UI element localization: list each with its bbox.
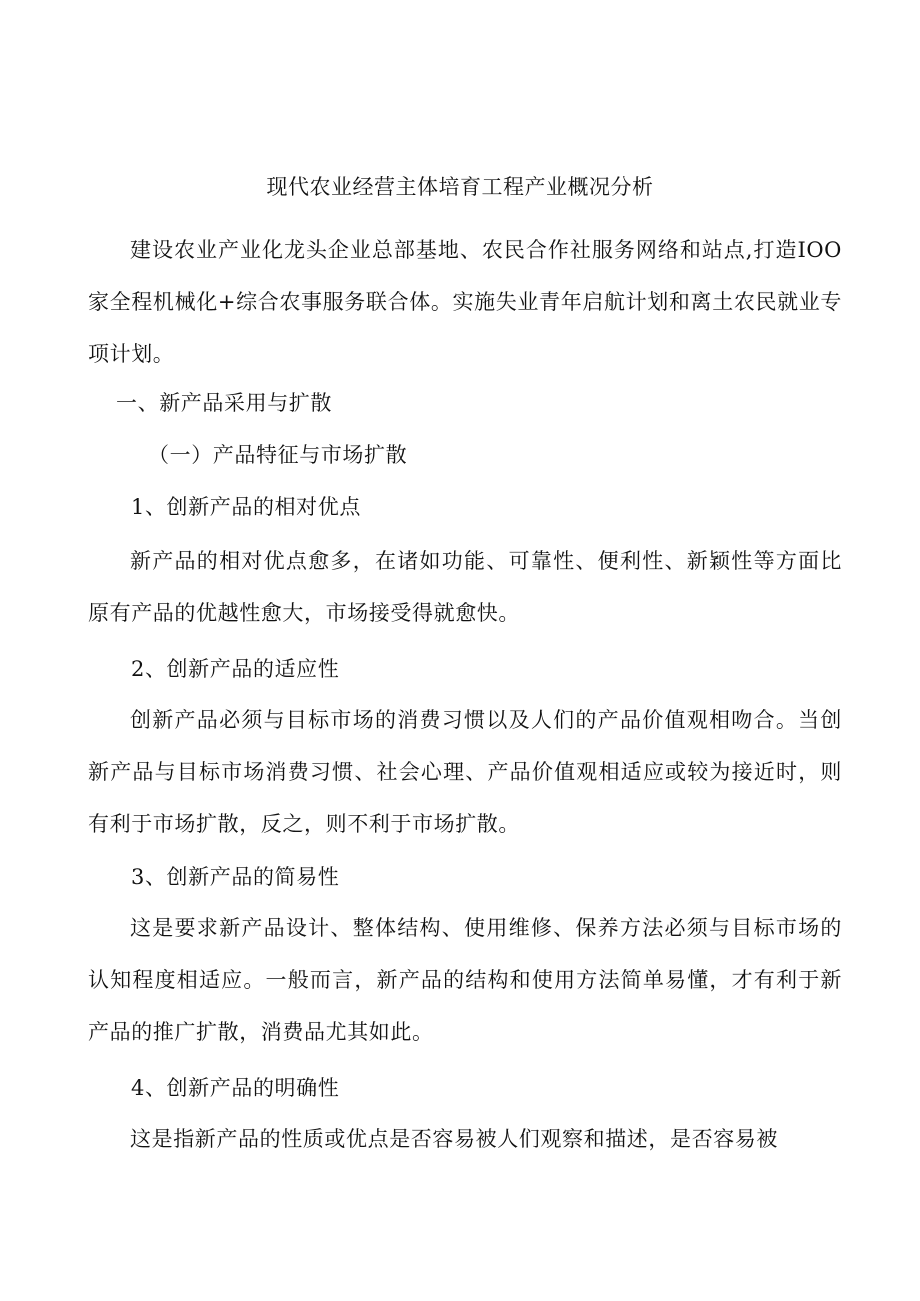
item-paragraph-2: 创新产品必须与目标市场的消费习惯以及人们的产品价值观相吻合。当创新产品与目标市场消费习惯、社会心理、产品价值观相适应或较为接近时，则有利于市场扩散，反之，则不利于市场扩散。 — [88, 708, 842, 836]
item-paragraph-4: 这是指新产品的性质或优点是否容易被人们观察和描述，是否容易被 — [130, 1127, 778, 1151]
document-title: 现代农业经营主体培育工程产业概况分析 — [266, 175, 654, 199]
intro-paragraph: 建设农业产业化龙头企业总部基地、农民合作社服务网络和站点,打造IOO家全程机械化+综合农事服务联合体。实施失业青年启航计划和离土农民就业专项计划。 — [88, 238, 842, 366]
item-paragraph-3: 这是要求新产品设计、整体结构、使用维修、保养方法必须与目标市场的认知程度相适应。一般而言，新产品的结构和使用方法简单易懂，才有利于新产品的推广扩散，消费品尤其如此。 — [88, 916, 842, 1044]
item-heading-1: 1、创新产品的相对优点 — [131, 495, 361, 519]
subsection-heading-1: （一）产品特征与市场扩散 — [148, 443, 408, 467]
section-heading-1: 一、新产品采用与扩散 — [116, 391, 332, 415]
item-heading-4: 4、创新产品的明确性 — [131, 1076, 340, 1100]
item-paragraph-1: 新产品的相对优点愈多，在诸如功能、可靠性、便利性、新颖性等方面比原有产品的优越性愈大，市场接受得就愈快。 — [88, 549, 842, 625]
item-heading-3: 3、创新产品的简易性 — [131, 865, 340, 889]
item-heading-2: 2、创新产品的适应性 — [131, 657, 340, 681]
